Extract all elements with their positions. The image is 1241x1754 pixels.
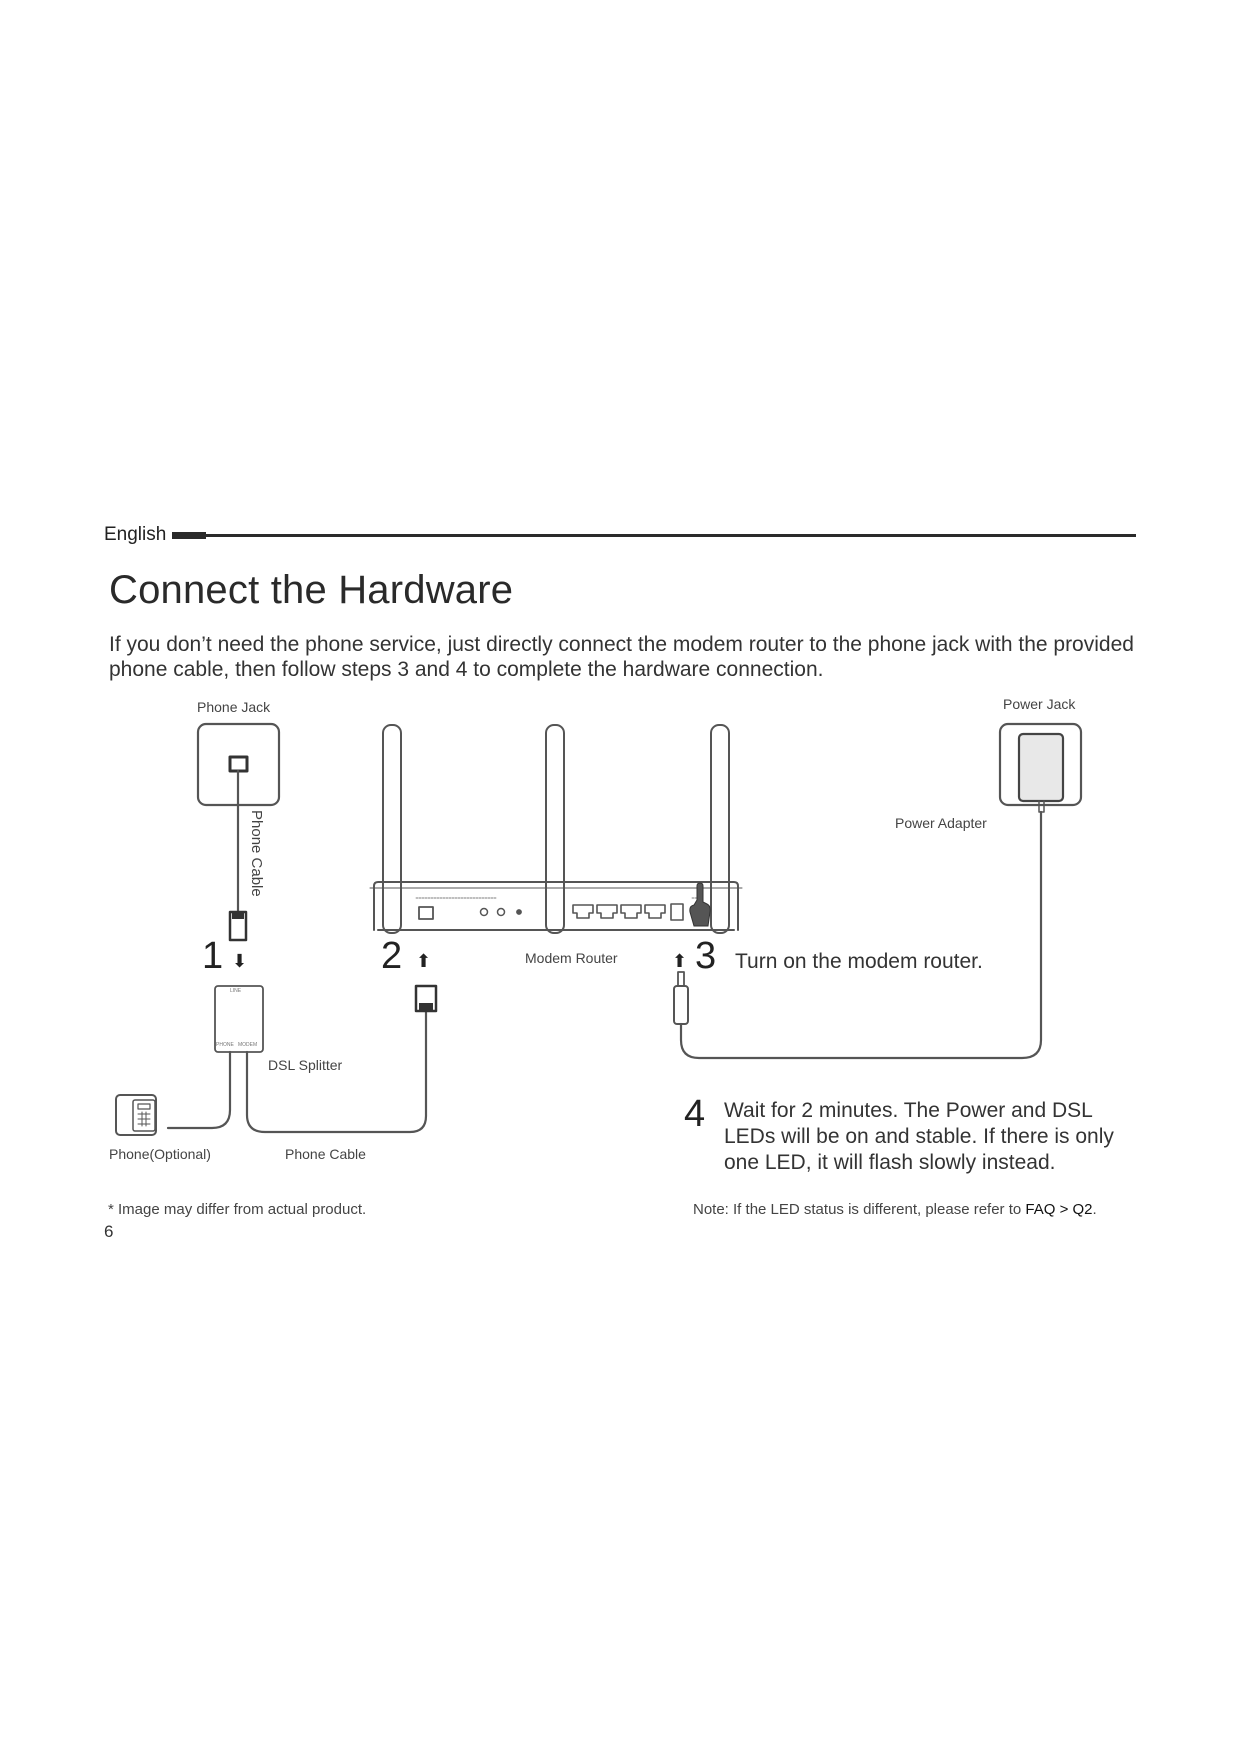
step-3-number: 3	[695, 935, 717, 977]
phone-cable-vertical-label: Phone Cable	[248, 810, 265, 897]
router-antenna-middle	[546, 725, 564, 933]
faq-reference-link[interactable]: FAQ > Q2	[1025, 1201, 1093, 1218]
splitter-phone-port-label: PHONE	[216, 1042, 234, 1048]
phone-jack-socket	[230, 757, 247, 771]
router-antenna-right	[711, 725, 729, 933]
power-cable	[681, 812, 1041, 1058]
arrow-up-icon: ⬆	[416, 951, 432, 971]
router-power-port	[671, 904, 683, 920]
splitter-line-port-label: LINE	[230, 988, 242, 994]
power-jack-label: Power Jack	[1003, 696, 1076, 712]
splitter-modem-port-label: MODEM	[238, 1042, 258, 1048]
power-adapter	[1019, 734, 1063, 801]
step-2-number: 2	[381, 935, 403, 977]
step-4-number: 4	[684, 1093, 706, 1135]
note-suffix: .	[1092, 1201, 1097, 1218]
phone-optional	[116, 1095, 156, 1135]
hand-pointer-icon	[690, 883, 710, 926]
led-status-note	[693, 1201, 1097, 1218]
dsl-splitter-label: DSL Splitter	[268, 1057, 343, 1073]
image-disclaimer: * Image may differ from actual product.	[108, 1201, 367, 1218]
page-title: Connect the Hardware	[109, 568, 514, 612]
arrow-down-icon: ⬇	[232, 951, 248, 971]
router-lan-ports	[573, 905, 665, 918]
phone-cable-to-phone	[168, 1052, 230, 1128]
page-number: 6	[104, 1222, 114, 1241]
phone-jack-label: Phone Jack	[197, 699, 271, 715]
router-dsl-port	[419, 907, 433, 919]
note-prefix: Note: If the LED status is different, please refer to	[693, 1201, 1026, 1218]
modem-router-label: Modem Router	[525, 950, 618, 966]
router-antenna-left	[383, 725, 401, 933]
intro-paragraph: If you don’t need the phone service, just directly connect the modem router to the phone jack with the provided phone cable, then follow steps 3 and 4 to complete the hardware connection.	[109, 633, 1134, 681]
phone-optional-label: Phone(Optional)	[109, 1146, 211, 1162]
language-label: English	[104, 524, 167, 545]
step-4-text: Wait for 2 minutes. The Power and DSL LEDs will be on and stable. If there is only one LED, it will flash slowly instead.	[724, 1099, 1114, 1174]
step-1-number: 1	[202, 935, 224, 977]
power-cable-plug	[674, 986, 688, 1024]
arrow-up-icon: ⬆	[672, 951, 688, 971]
phone-cable-bottom-label: Phone Cable	[285, 1146, 366, 1162]
step-3-text: Turn on the modem router.	[735, 950, 983, 973]
power-adapter-label: Power Adapter	[895, 815, 987, 831]
